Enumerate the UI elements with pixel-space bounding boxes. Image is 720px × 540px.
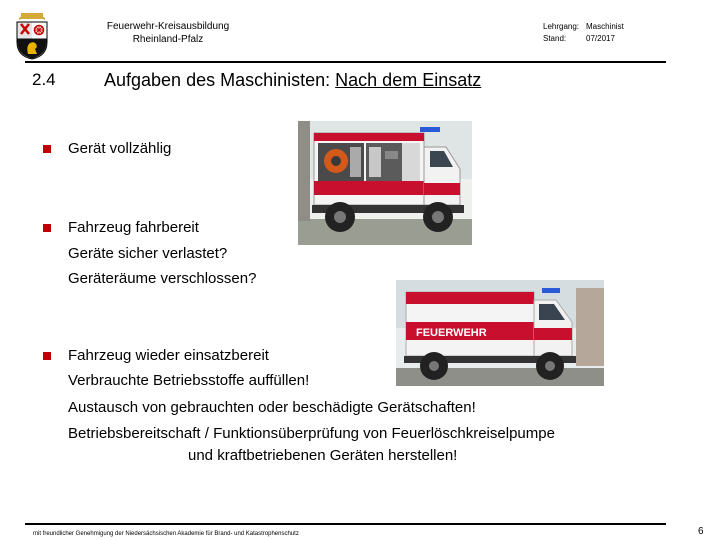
organization-line-1: Feuerwehr-Kreisausbildung	[106, 21, 230, 32]
bullet-heading-2: Fahrzeug fahrbereit	[68, 219, 199, 236]
meta-label: Stand:	[543, 34, 567, 43]
header-divider	[25, 61, 666, 63]
bullet-text-line: und kraftbetriebenen Geräten herstellen!	[188, 447, 458, 464]
organization-line-2: Rheinland-Pfalz	[132, 34, 204, 45]
meta-value: 07/2017	[586, 34, 615, 43]
bullet-text-line: Geräteräume verschlossen?	[68, 270, 257, 287]
bullet-heading-1: Gerät vollzählig	[68, 140, 172, 157]
title-underlined: Nach dem Einsatz	[335, 70, 482, 90]
organization-name	[88, 20, 248, 46]
bullet-text-line: Verbrauchte Betriebsstoffe auffüllen!	[68, 372, 310, 389]
bullet-text-line: Betriebsbereitschaft / Funktionsüberprüfung von Feuerlöschkreiselpumpe	[68, 425, 555, 442]
coat-of-arms-logo	[15, 10, 49, 60]
truck-lettering: FEUERWEHR	[416, 327, 487, 339]
bullet-heading-3: Fahrzeug wieder einsatzbereit	[68, 347, 269, 364]
meta-label: Lehrgang:	[543, 22, 580, 31]
meta-value: Maschinist	[586, 22, 624, 31]
bullet-text-line: Geräte sicher verlastet?	[68, 245, 228, 262]
title-prefix: Aufgaben des Maschinisten:	[104, 70, 336, 90]
course-meta	[543, 21, 624, 45]
footer-note: mit freundlicher Genehmigung der Niedersächsischen Akademie für Brand- und Katastrophenschutz	[33, 531, 299, 537]
footer-divider	[25, 523, 666, 525]
fire-truck-photo-2	[396, 280, 604, 386]
page-number: 6	[698, 526, 704, 537]
meta-row-course	[543, 21, 624, 33]
bullet-marker	[43, 224, 51, 232]
fire-truck-photo-1	[298, 121, 472, 245]
slide-title	[104, 70, 481, 91]
bullet-text-line: Austausch von gebrauchten oder beschädigte Gerätschaften!	[68, 399, 476, 416]
bullet-marker	[43, 352, 51, 360]
bullet-marker	[43, 145, 51, 153]
meta-row-version	[543, 33, 624, 45]
section-number: 2.4	[32, 70, 56, 89]
